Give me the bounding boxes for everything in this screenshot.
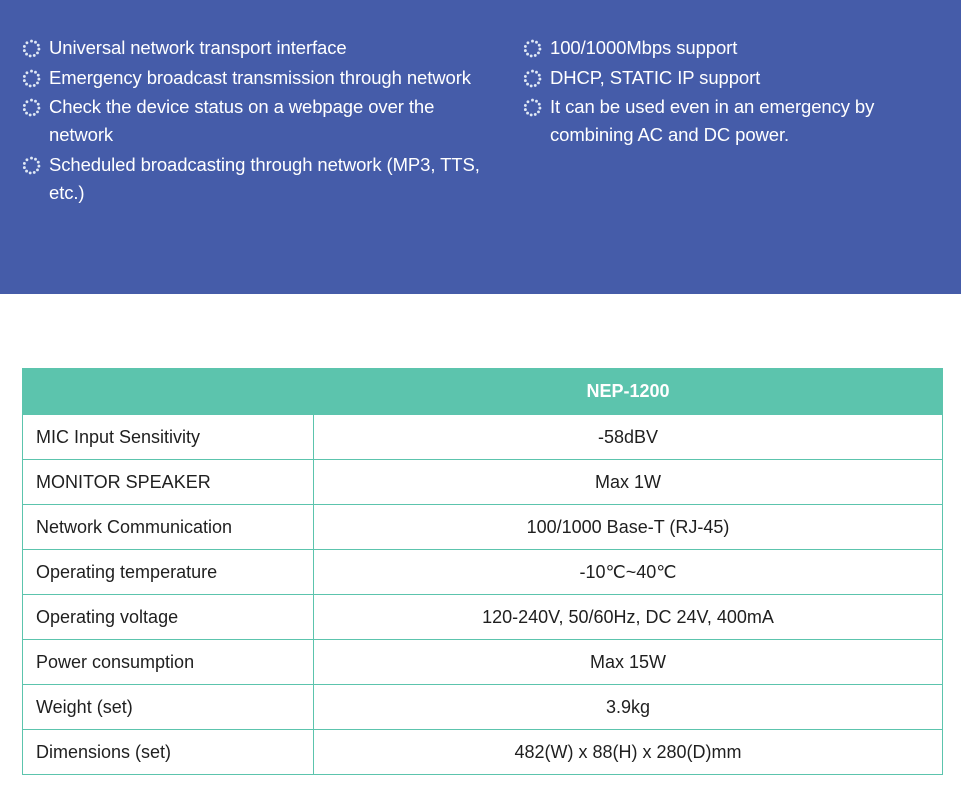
feature-text: Scheduled broadcasting through network (MP3, TTS, etc.) — [49, 153, 480, 203]
ring-bullet-icon — [523, 69, 542, 88]
table-row — [23, 460, 943, 505]
feature-item — [22, 151, 492, 207]
table-row — [23, 505, 943, 550]
feature-text: Universal network transport interface — [49, 37, 347, 58]
ring-bullet-icon — [22, 156, 41, 175]
spec-header-model: NEP-1200 — [314, 369, 943, 415]
feature-list-left — [22, 34, 492, 208]
feature-item — [523, 93, 953, 149]
spec-label: Network Communication — [23, 505, 314, 550]
spec-header-label — [23, 369, 314, 415]
features-banner — [0, 0, 961, 294]
spec-value: -58dBV — [314, 415, 943, 460]
spec-value: 482(W) x 88(H) x 280(D)mm — [314, 730, 943, 775]
table-row — [23, 595, 943, 640]
spec-table — [22, 368, 943, 775]
table-row — [23, 685, 943, 730]
spec-label: Operating voltage — [23, 595, 314, 640]
table-row — [23, 640, 943, 685]
ring-bullet-icon — [523, 98, 542, 117]
feature-text: 100/1000Mbps support — [550, 37, 738, 58]
feature-text: Emergency broadcast transmission through network — [49, 66, 471, 88]
feature-text: DHCP, STATIC IP support — [550, 66, 761, 88]
table-row — [23, 550, 943, 595]
feature-item — [22, 93, 492, 149]
spec-value: Max 15W — [314, 640, 943, 685]
spec-value: 120-240V, 50/60Hz, DC 24V, 400mA — [314, 595, 943, 640]
ring-bullet-icon — [22, 98, 41, 117]
spec-label: MONITOR SPEAKER — [23, 460, 314, 505]
spec-value: 3.9kg — [314, 685, 943, 730]
spec-label: Power consumption — [23, 640, 314, 685]
spec-label: MIC Input Sensitivity — [23, 415, 314, 460]
spec-value: -10℃~40℃ — [314, 550, 943, 595]
feature-list-right — [523, 34, 953, 151]
spec-value: 100/1000 Base-T (RJ-45) — [314, 505, 943, 550]
ring-bullet-icon — [523, 39, 542, 58]
table-row — [23, 415, 943, 460]
table-row — [23, 730, 943, 775]
spec-header-row — [23, 369, 943, 415]
ring-bullet-icon — [22, 69, 41, 88]
spec-label: Weight (set) — [23, 685, 314, 730]
feature-item — [22, 64, 492, 92]
ring-bullet-icon — [22, 39, 41, 58]
feature-text: Check the device status on a webpage over the network — [49, 96, 435, 145]
spec-label: Operating temperature — [23, 550, 314, 595]
feature-text: It can be used even in an emergency by combining AC and DC power. — [550, 96, 875, 145]
spec-value: Max 1W — [314, 460, 943, 505]
spec-label: Dimensions (set) — [23, 730, 314, 775]
feature-item — [523, 34, 953, 62]
feature-item — [22, 34, 492, 62]
feature-item — [523, 64, 953, 92]
